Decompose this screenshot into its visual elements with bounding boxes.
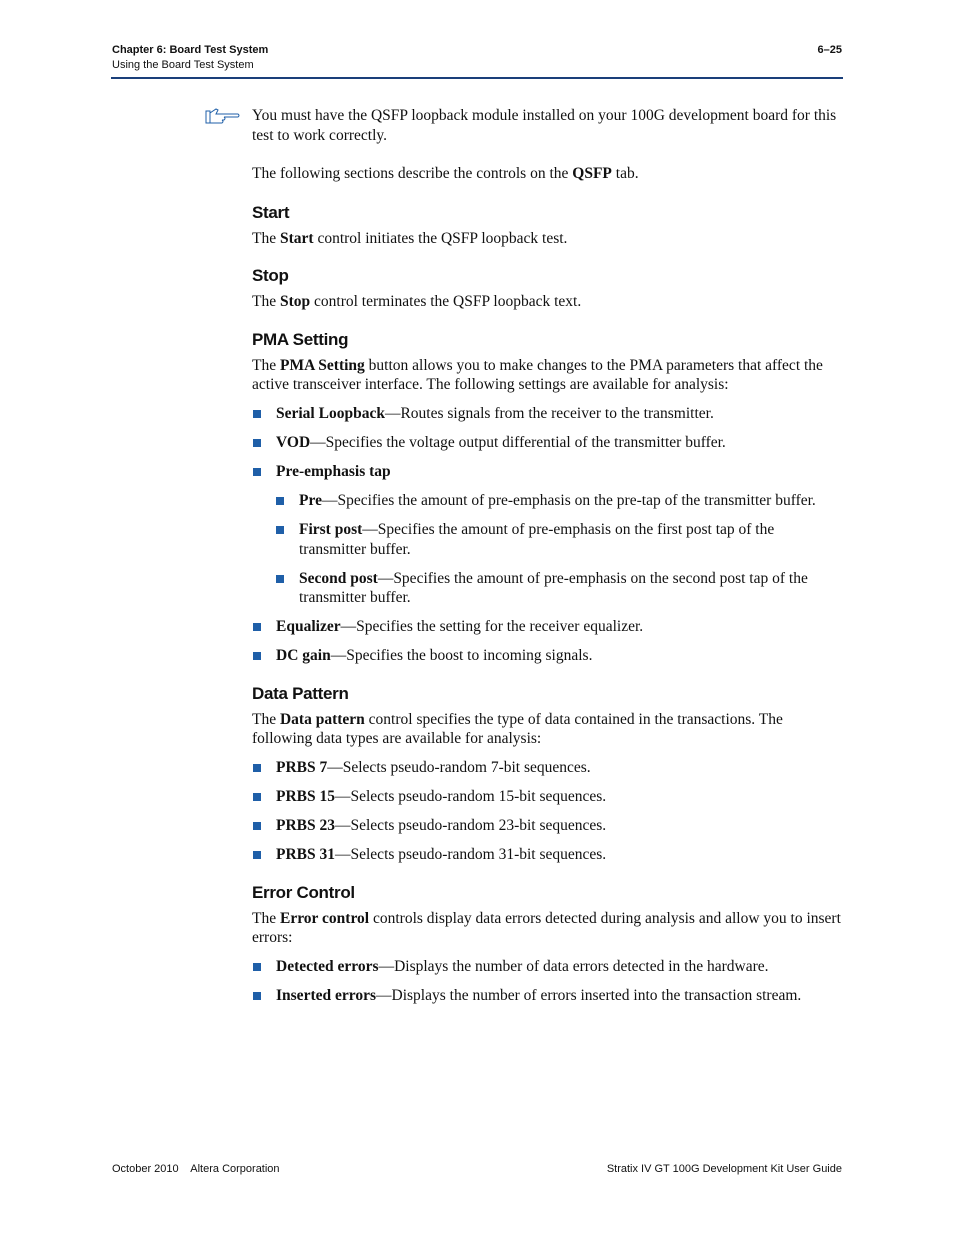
error-control-heading: Error Control — [252, 882, 355, 902]
list-item: Serial Loopback—Routes signals from the receiver to the transmitter. — [252, 404, 844, 424]
page-number: 6–25 — [817, 44, 842, 56]
list-item: Pre—Specifies the amount of pre-emphasis on the pre-tap of the transmitter buffer. — [276, 491, 844, 511]
list-item: DC gain—Specifies the boost to incoming signals. — [252, 646, 844, 666]
footer-right: Stratix IV GT 100G Development Kit User Guide — [606, 1163, 842, 1175]
list-item: PRBS 15—Selects pseudo-random 15-bit sequences. — [252, 787, 844, 807]
note-text: You must have the QSFP loopback module installed on your 100G development board for this test to work correctly. — [252, 107, 837, 144]
pma-setting-heading: PMA Setting — [252, 329, 349, 349]
start-paragraph: The Start control initiates the QSFP loopback test. — [252, 229, 568, 247]
error-control-list — [252, 957, 844, 1006]
chapter-title: Chapter 6: Board Test System — [112, 44, 269, 56]
list-item: Equalizer—Specifies the setting for the receiver equalizer. — [252, 617, 844, 637]
intro-paragraph: The following sections describe the controls on the QSFP tab. — [252, 165, 639, 182]
pma-setting-list — [252, 404, 844, 666]
main-content — [252, 106, 844, 1023]
section-title: Using the Board Test System — [112, 59, 254, 71]
start-section — [252, 202, 844, 249]
data-pattern-paragraph: The Data pattern control specifies the type of data contained in the transactions. The following data types are available for analysis: — [252, 710, 783, 747]
pointing-hand-icon — [205, 108, 241, 126]
list-item: Pre-emphasis tap Pre—Specifies the amount of pre-emphasis on the pre-tap of the transmitter buffer. First post—Specifies the amount of pre-emphasis on the first post tap of the transmitter buffer. Second post—Specifies the amount of pre-emphasis on the second post tap of the transmitter buffer. — [252, 462, 844, 608]
pma-setting-section — [252, 329, 844, 666]
list-item: PRBS 31—Selects pseudo-random 31-bit sequences. — [252, 845, 844, 865]
data-pattern-heading: Data Pattern — [252, 683, 349, 703]
stop-section — [252, 265, 844, 312]
list-item: PRBS 7—Selects pseudo-random 7-bit sequences. — [252, 758, 844, 778]
list-item: First post—Specifies the amount of pre-emphasis on the first post tap of the transmitter buffer. — [276, 520, 844, 559]
pma-setting-paragraph: The PMA Setting button allows you to make changes to the PMA parameters that affect the active transceiver interface. The following settings are available for analysis: — [252, 356, 823, 393]
list-item: Second post—Specifies the amount of pre-emphasis on the second post tap of the transmitter buffer. — [276, 569, 844, 608]
list-item: Detected errors—Displays the number of data errors detected in the hardware. — [252, 957, 844, 977]
error-control-paragraph: The Error control controls display data errors detected during analysis and allow you to insert errors: — [252, 909, 841, 946]
data-pattern-list — [252, 758, 844, 865]
list-item: PRBS 23—Selects pseudo-random 23-bit sequences. — [252, 816, 844, 836]
data-pattern-section — [252, 683, 844, 865]
stop-paragraph: The Stop control terminates the QSFP loopback text. — [252, 293, 582, 310]
header-rule — [111, 77, 843, 79]
list-item: VOD—Specifies the voltage output differential of the transmitter buffer. — [252, 433, 844, 453]
pre-emphasis-sublist — [276, 491, 844, 608]
stop-heading: Stop — [252, 266, 289, 285]
error-control-section — [252, 882, 844, 1006]
footer-left: October 2010 Altera Corporation — [112, 1163, 280, 1175]
start-heading: Start — [252, 202, 290, 222]
list-item: Inserted errors—Displays the number of errors inserted into the transaction stream. — [252, 986, 844, 1006]
